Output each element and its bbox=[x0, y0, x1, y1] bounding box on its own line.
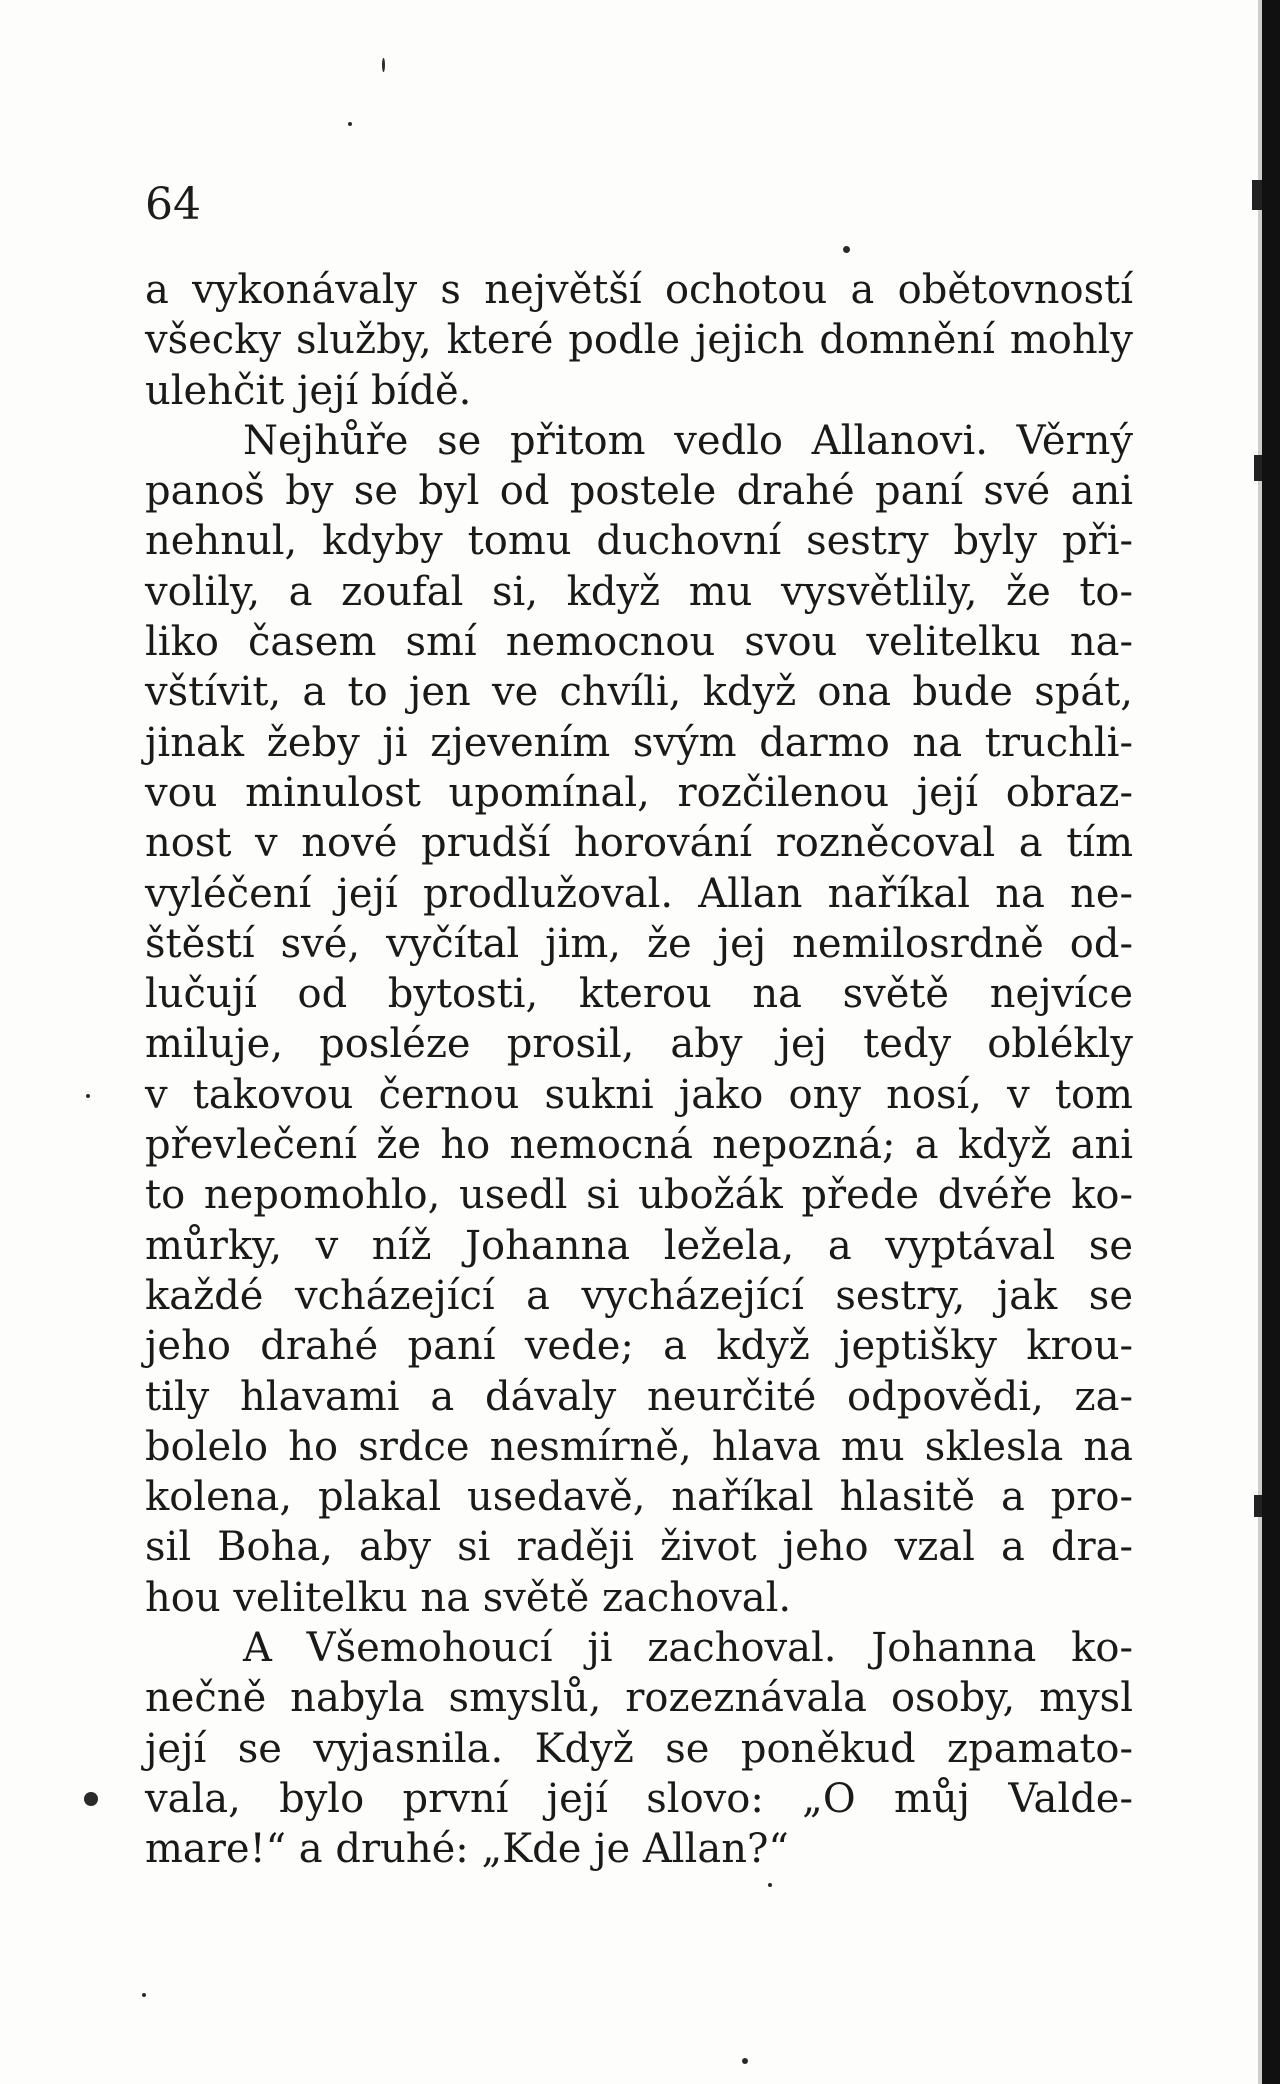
text-line: štěstí své, vyčítal jim, že jej nemilosrdně od- bbox=[145, 920, 1133, 967]
text-line: miluje, posléze prosil, aby jej tedy oblékly bbox=[145, 1021, 1133, 1068]
ink-speck bbox=[142, 1993, 146, 1997]
text-line: A Všemohoucí ji zachoval. Johanna ko- bbox=[243, 1625, 1133, 1672]
text-line: vou minulost upomínal, rozčilenou její obraz- bbox=[145, 769, 1133, 816]
ink-speck bbox=[348, 122, 352, 126]
ink-speck bbox=[843, 246, 850, 253]
page-number: 64 bbox=[145, 179, 201, 230]
text-line: jeho drahé paní vede; a když jeptišky krou- bbox=[145, 1323, 1133, 1370]
text-line: můrky, v níž Johanna ležela, a vyptával se bbox=[145, 1222, 1133, 1269]
text-line: jinak žeby ji zjevením svým darmo na truchli- bbox=[145, 719, 1133, 766]
edge-mark bbox=[1254, 455, 1262, 481]
text-line: každé vcházející a vycházející sestry, jak se bbox=[145, 1272, 1133, 1319]
ink-speck bbox=[84, 1792, 98, 1806]
ink-speck bbox=[382, 58, 385, 72]
text-line: Nejhůře se přitom vedlo Allanovi. Věrný bbox=[243, 417, 1133, 464]
text-line: kolena, plakal usedavě, naříkal hlasitě a pro- bbox=[145, 1474, 1133, 1521]
text-line: panoš by se byl od postele drahé paní své ani bbox=[145, 468, 1133, 515]
text-line: liko časem smí nemocnou svou velitelku na- bbox=[145, 619, 1133, 666]
edge-mark bbox=[1254, 1495, 1262, 1517]
text-line: vštívit, a to jen ve chvíli, když ona bude spát, bbox=[145, 669, 1133, 716]
text-line: tily hlavami a dávaly neurčité odpovědi, za- bbox=[145, 1373, 1133, 1420]
text-line: lučují od bytosti, kterou na světě nejvíce bbox=[145, 971, 1133, 1018]
text-line: převlečení že ho nemocná nepozná; a když ani bbox=[145, 1122, 1133, 1169]
body-text bbox=[145, 265, 1133, 1875]
text-line: vala, bylo první její slovo: „O můj Valde- bbox=[145, 1775, 1133, 1822]
text-line: a vykonávaly s největší ochotou a obětovností bbox=[145, 267, 1133, 313]
text-line: to nepomohlo, usedl si ubožák přede dvéře ko- bbox=[145, 1172, 1133, 1219]
text-line: ulehčit její bídě. bbox=[145, 367, 472, 414]
ink-speck bbox=[742, 2058, 748, 2064]
ink-speck bbox=[768, 1883, 772, 1887]
text-line: vyléčení její prodlužoval. Allan naříkal na ne- bbox=[145, 870, 1133, 917]
text-line: všecky služby, které podle jejich domnění mohly bbox=[145, 317, 1133, 364]
text-line: v takovou černou sukni jako ony nosí, v tom bbox=[145, 1071, 1133, 1118]
text-line: bolelo ho srdce nesmírně, hlava mu sklesla na bbox=[145, 1423, 1133, 1470]
text-line: hou velitelku na světě zachoval. bbox=[145, 1574, 792, 1621]
edge-mark bbox=[1252, 180, 1262, 210]
text-line: volily, a zoufal si, když mu vysvětlily, že to- bbox=[145, 568, 1133, 615]
page-edge bbox=[1262, 0, 1280, 2084]
text-line: nost v nové prudší horování rozněcoval a tím bbox=[145, 820, 1133, 867]
text-line: nečně nabyla smyslů, rozeznávala osoby, mysl bbox=[145, 1675, 1133, 1722]
text-line: mare!“ a druhé: „Kde je Allan?“ bbox=[145, 1826, 789, 1873]
text-line: sil Boha, aby si raději život jeho vzal a dra- bbox=[145, 1524, 1133, 1571]
ink-speck bbox=[86, 1094, 90, 1098]
text-line: nehnul, kdyby tomu duchovní sestry byly při- bbox=[145, 518, 1133, 565]
text-line: její se vyjasnila. Když se poněkud zpamato- bbox=[145, 1725, 1133, 1772]
